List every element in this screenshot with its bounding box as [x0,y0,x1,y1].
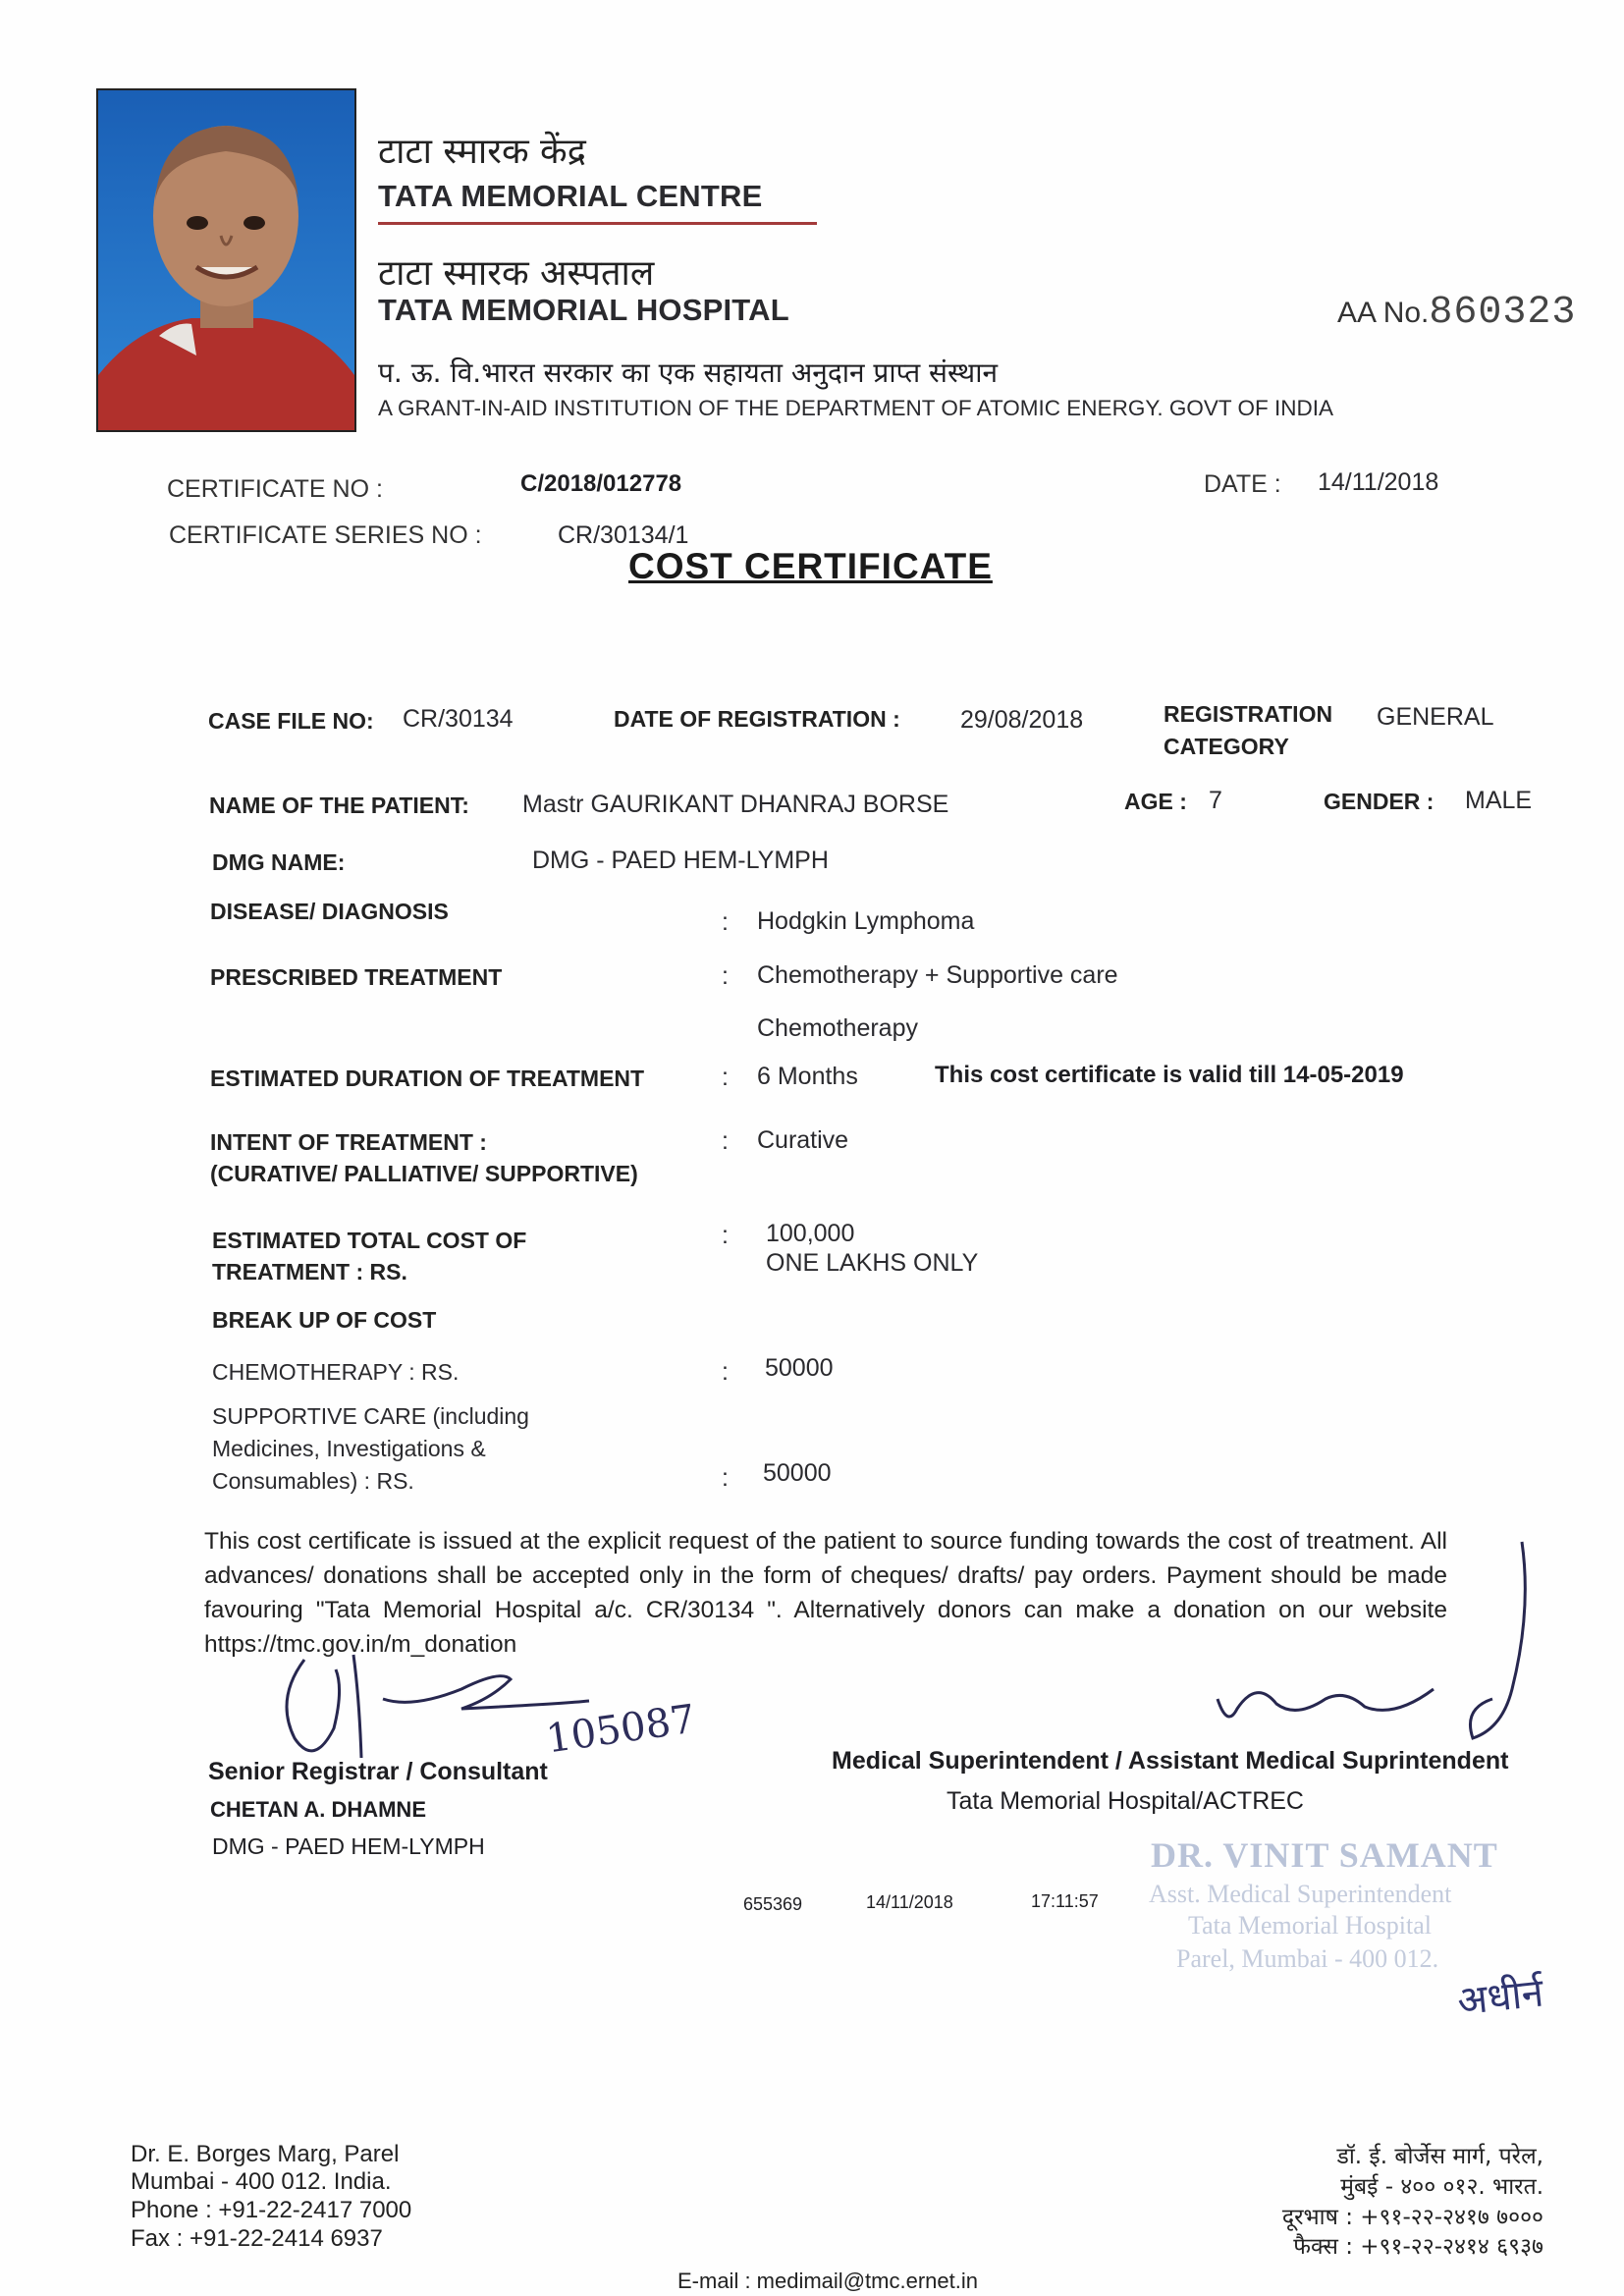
stamp-line-3: Parel, Mumbai - 400 012. [1176,1944,1439,1973]
registration-category-label-1: REGISTRATION [1164,701,1333,727]
total-cost-label-1: ESTIMATED TOTAL COST OF [212,1228,527,1253]
left-signatory-name: CHETAN A. DHAMNE [210,1797,426,1822]
footer-hindi-2: मुंबई - ४०० ०१२. भारत. [1340,2174,1543,2200]
registration-category-label-2: CATEGORY [1164,734,1289,759]
case-file-label: CASE FILE NO: [208,708,374,734]
prescribed-treatment-2: Chemotherapy [757,1014,918,1042]
footer-fax: Fax : +91-22-2414 6937 [131,2225,383,2252]
print-id: 655369 [743,1894,803,1914]
aa-label: AA No. [1337,297,1430,329]
duration-colon: : [722,1064,729,1091]
supportive-care-label-2: Medicines, Investigations & [212,1436,486,1461]
total-cost-words: ONE LAKHS ONLY [766,1249,979,1277]
footer-phone: Phone : +91-22-2417 7000 [131,2197,412,2223]
patient-age: 7 [1209,787,1222,814]
stamp-line-1: Asst. Medical Superintendent [1149,1880,1452,1908]
right-signature [1198,1532,1551,1768]
certificate-series-label: CERTIFICATE SERIES NO : [169,521,482,549]
validity-note: This cost certificate is valid till 14-05-2019 [935,1062,1404,1088]
total-cost-colon: : [722,1222,729,1249]
date-label: DATE : [1204,470,1281,498]
hospital-name-hindi: टाटा स्मारक अस्पताल [378,253,655,294]
diagnosis: Hodgkin Lymphoma [757,907,975,935]
footer-address-1: Dr. E. Borges Marg, Parel [131,2141,400,2167]
aa-number-block [1337,291,1576,335]
certificate-no-label: CERTIFICATE NO : [167,475,383,503]
diagnosis-label: DISEASE/ DIAGNOSIS [210,899,449,924]
stamp-line-2: Tata Memorial Hospital [1188,1911,1433,1940]
right-signatory-org: Tata Memorial Hospital/ACTREC [947,1787,1304,1815]
registration-date-label: DATE OF REGISTRATION : [614,706,900,732]
treatment-duration: 6 Months [757,1063,858,1090]
breakup-label: BREAK UP OF COST [212,1307,437,1333]
duration-label: ESTIMATED DURATION OF TREATMENT [210,1066,645,1091]
registration-category: GENERAL [1377,703,1494,731]
total-cost-label-2: TREATMENT : RS. [212,1259,407,1285]
chemotherapy-cost: 50000 [765,1354,834,1382]
supportive-care-label-3: Consumables) : RS. [212,1468,414,1494]
intent-label-1: INTENT OF TREATMENT : [210,1129,487,1155]
registration-date: 29/08/2018 [960,706,1084,734]
treatment-label: PRESCRIBED TREATMENT [210,964,503,990]
patient-name: Mastr GAURIKANT DHANRAJ BORSE [522,791,949,818]
patient-gender: MALE [1465,787,1533,814]
intent-label-2: (CURATIVE/ PALLIATIVE/ SUPPORTIVE) [210,1161,638,1186]
case-file-no: CR/30134 [403,705,514,733]
footer-address-2: Mumbai - 400 012. India. [131,2168,392,2195]
print-time: 17:11:57 [1031,1891,1099,1911]
treatment-intent: Curative [757,1126,849,1154]
stamp-name: DR. VINIT SAMANT [1151,1835,1498,1875]
footer-hindi-1: डॉ. ई. बोर्जेस मार्ग, परेल, [1336,2144,1543,2169]
left-signatory-dept: DMG - PAED HEM-LYMPH [212,1833,485,1859]
certificate-paragraph: This cost certificate is issued at the explicit request of the patient to source funding towards the cost of treatment. All advances/ donations shall be accepted only in the form of cheques/ drafts/ pay orders. Payment should be made favouring "Tata Memorial Hospital a/c. CR/30134 ". Alternatively donors can make a donation on our website https://tmc.gov.in/m_donation [204,1528,1447,1658]
header-rule [378,222,817,225]
page-title: COST CERTIFICATE [628,546,993,586]
certificate-series: CR/30134/1 [558,521,689,549]
dmg-name: DMG - PAED HEM-LYMPH [532,847,829,874]
grant-line-hindi: प. ऊ. वि.भारत सरकार का एक सहायता अनुदान प्राप्त संस्थान [378,356,998,389]
certificate-no: C/2018/012778 [520,470,682,497]
treatment-colon: : [722,962,729,990]
certificate-date: 14/11/2018 [1318,468,1439,496]
stamp-handwriting: अधीर्न [1455,1970,1546,2025]
chemotherapy-cost-label: CHEMOTHERAPY : RS. [212,1359,460,1385]
aa-number: 860323 [1429,291,1577,335]
print-date: 14/11/2018 [866,1892,953,1912]
left-signatory-title: Senior Registrar / Consultant [208,1758,548,1785]
patient-photo [96,88,356,432]
total-cost: 100,000 [766,1220,855,1247]
left-signature-number: 105087 [543,1696,699,1763]
dmg-name-label: DMG NAME: [212,849,346,875]
grant-line: A GRANT-IN-AID INSTITUTION OF THE DEPARTMENT OF ATOMIC ENERGY. GOVT OF INDIA [378,396,1334,420]
patient-name-label: NAME OF THE PATIENT: [209,793,469,818]
hospital-name: TATA MEMORIAL HOSPITAL [378,293,789,327]
supportive-care-cost: 50000 [763,1459,832,1487]
supportive-care-label-1: SUPPORTIVE CARE (including [212,1403,529,1429]
footer-hindi-3: दूरभाष : +९१-२२-२४१७ ७००० [1281,2205,1543,2230]
diagnosis-colon: : [722,908,729,936]
right-signatory-title: Medical Superintendent / Assistant Medical Suprintendent [832,1747,1509,1775]
gender-label: GENDER : [1324,789,1435,814]
supportive-care-colon: : [722,1464,729,1492]
centre-name: TATA MEMORIAL CENTRE [378,179,763,213]
chemotherapy-colon: : [722,1358,729,1386]
centre-name-hindi: टाटा स्मारक केंद्र [378,132,586,172]
age-label: AGE : [1124,789,1187,814]
footer-hindi-4: फैक्स : +९१-२२-२४१४ ६९३७ [1293,2234,1543,2260]
prescribed-treatment: Chemotherapy + Supportive care [757,961,1118,989]
intent-colon: : [722,1127,729,1155]
footer-email: E-mail : medimail@tmc.ernet.in [677,2269,978,2293]
